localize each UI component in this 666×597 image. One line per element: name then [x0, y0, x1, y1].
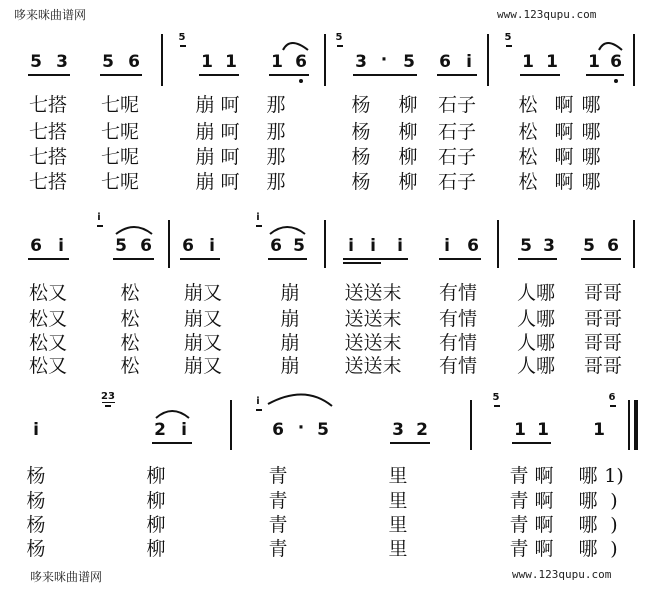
lyric: 啊 — [534, 465, 554, 487]
lyric: 崩 — [280, 355, 300, 377]
lyric: 哪 — [581, 146, 601, 168]
slur — [156, 411, 189, 418]
note: 6 — [182, 236, 194, 256]
lyric: 青 — [509, 465, 529, 487]
lyric: 送送末 — [344, 355, 402, 377]
lyric: 青 — [509, 538, 529, 560]
lyric: 那 — [266, 146, 286, 168]
lyric: 松 — [518, 121, 538, 143]
lyric: 崩又 — [183, 308, 223, 330]
lyric: 啊 — [554, 146, 574, 168]
note: 5 — [30, 52, 42, 72]
watermark-top-left: 哆来咪曲谱网 — [14, 8, 87, 22]
note: 2 — [416, 420, 428, 440]
note: i — [58, 236, 64, 256]
lyric: 松又 — [28, 332, 68, 354]
lyric: 杨 — [351, 171, 371, 193]
lyric: 柳 — [146, 514, 166, 536]
lyric: 七呢 — [100, 171, 140, 193]
slur — [268, 394, 332, 406]
lyric: 啊 — [554, 171, 574, 193]
lyric: 崩 — [195, 146, 215, 168]
note: 6 — [467, 236, 479, 256]
lyric: 青 — [268, 490, 288, 512]
lyric: 杨 — [26, 514, 46, 536]
note: i — [397, 236, 403, 256]
lyric: 崩 — [195, 94, 215, 116]
lyric: 松 — [518, 146, 538, 168]
note: 1 — [514, 420, 526, 440]
lyric: 有情 — [438, 332, 478, 354]
lyric: 那 — [266, 171, 286, 193]
lyric: 七呢 — [100, 121, 140, 143]
lyric: 哥哥 — [583, 282, 623, 304]
lyric: 人哪 — [516, 355, 556, 377]
watermark-top-right: www.123qupu.com — [497, 8, 597, 21]
lyric: 青 — [509, 490, 529, 512]
slur — [283, 43, 308, 50]
note: 3 — [392, 420, 404, 440]
lyric: 里 — [388, 490, 408, 512]
lyric: 哪 — [581, 121, 601, 143]
note: 5 — [583, 236, 595, 256]
grace-note: 6 — [608, 392, 616, 403]
lyric: 石子 — [437, 146, 477, 168]
lyric: 石子 — [437, 94, 477, 116]
lyric: 青 — [509, 514, 529, 536]
note: 3 — [355, 52, 367, 72]
lyric: 哪 — [578, 465, 598, 487]
lyric: ) — [610, 514, 618, 536]
lyric: 柳 — [398, 146, 418, 168]
watermark-bottom-right: www.123qupu.com — [512, 568, 612, 581]
note: 5 — [403, 52, 415, 72]
lyric: 崩 — [280, 282, 300, 304]
lyric: 崩 — [280, 332, 300, 354]
grace-note: 23 — [101, 391, 115, 402]
lyric: 呵 — [220, 94, 240, 116]
lyric: 里 — [388, 465, 408, 487]
note: 1 — [588, 52, 600, 72]
lyric: 崩 — [195, 121, 215, 143]
watermark-bottom-left: 哆来咪曲谱网 — [30, 570, 103, 584]
lyric: 崩 — [280, 308, 300, 330]
lyric: 呵 — [220, 171, 240, 193]
note: 6 — [610, 52, 622, 72]
lyric: 送送末 — [344, 332, 402, 354]
note: 5 — [115, 236, 127, 256]
lyric: 人哪 — [516, 332, 556, 354]
note: 1 — [271, 52, 283, 72]
lyric: 里 — [388, 538, 408, 560]
lyric: 松 — [518, 94, 538, 116]
lyric: 杨 — [26, 490, 46, 512]
lyric: 哥哥 — [583, 355, 623, 377]
lyric: 柳 — [146, 465, 166, 487]
note: 5 — [102, 52, 114, 72]
lyric: 柳 — [398, 94, 418, 116]
lyric: 松 — [120, 332, 140, 354]
grace-note: 5 — [492, 392, 500, 403]
lyric: 松又 — [28, 308, 68, 330]
note: 6 — [140, 236, 152, 256]
lyric: 杨 — [351, 121, 371, 143]
note: 1 — [522, 52, 534, 72]
lyric: 哪 — [578, 490, 598, 512]
lyric: 里 — [388, 514, 408, 536]
lyric: 那 — [266, 121, 286, 143]
lyric: 哪 — [578, 538, 598, 560]
lyric: 崩 — [195, 171, 215, 193]
note: i — [33, 420, 39, 440]
lyric: 石子 — [437, 121, 477, 143]
lyric: 送送末 — [344, 308, 402, 330]
note: · — [380, 50, 388, 70]
lyric: 七搭 — [28, 121, 68, 143]
lyric: 柳 — [398, 171, 418, 193]
note: 1 — [546, 52, 558, 72]
lyric: 有情 — [438, 355, 478, 377]
lyric: 那 — [266, 94, 286, 116]
lyric: 杨 — [26, 465, 46, 487]
lyric: 石子 — [437, 171, 477, 193]
lyric: 杨 — [351, 94, 371, 116]
lyric: 青 — [268, 465, 288, 487]
lyric: 哪 — [581, 171, 601, 193]
lyric: 啊 — [554, 121, 574, 143]
lyric: 七呢 — [100, 94, 140, 116]
note: 6 — [30, 236, 42, 256]
note: 6 — [607, 236, 619, 256]
note: 6 — [272, 420, 284, 440]
lyric: 柳 — [146, 538, 166, 560]
lyric: 七搭 — [28, 171, 68, 193]
lyric: 有情 — [438, 282, 478, 304]
lyric: 啊 — [534, 490, 554, 512]
grace-note: i — [256, 396, 260, 407]
note: i — [209, 236, 215, 256]
lyric: 杨 — [26, 538, 46, 560]
note: 3 — [543, 236, 555, 256]
lyric: 哥哥 — [583, 308, 623, 330]
grace-note: 5 — [504, 32, 512, 43]
grace-note: 5 — [178, 32, 186, 43]
slur — [599, 43, 622, 50]
note: 5 — [520, 236, 532, 256]
slur — [116, 227, 152, 234]
lyric: 青 — [268, 514, 288, 536]
lyric: 松又 — [28, 355, 68, 377]
lyric: 人哪 — [516, 308, 556, 330]
note: 1 — [225, 52, 237, 72]
note: 6 — [128, 52, 140, 72]
note: 5 — [317, 420, 329, 440]
lyric: 松 — [120, 308, 140, 330]
lyric: 杨 — [351, 146, 371, 168]
lyric: 啊 — [554, 94, 574, 116]
grace-note: i — [97, 212, 101, 223]
slur — [270, 227, 305, 234]
lyric: 七呢 — [100, 146, 140, 168]
note: i — [370, 236, 376, 256]
lyric: ) — [610, 538, 618, 560]
lyric: 七搭 — [28, 94, 68, 116]
lyric: 啊 — [534, 514, 554, 536]
lyric: 呵 — [220, 121, 240, 143]
note: 1 — [201, 52, 213, 72]
note: 6 — [439, 52, 451, 72]
grace-note: i — [256, 212, 260, 223]
lyric: 七搭 — [28, 146, 68, 168]
lyric: 松又 — [28, 282, 68, 304]
lyric: 人哪 — [516, 282, 556, 304]
note: 2 — [154, 420, 166, 440]
lyric: 柳 — [146, 490, 166, 512]
note: 6 — [295, 52, 307, 72]
lyric: 崩又 — [183, 355, 223, 377]
note: i — [181, 420, 187, 440]
note: · — [297, 418, 305, 438]
grace-note: 5 — [335, 32, 343, 43]
note: i — [348, 236, 354, 256]
lyric: 有情 — [438, 308, 478, 330]
note: 5 — [293, 236, 305, 256]
lyric: 哪 — [581, 94, 601, 116]
lyric: 柳 — [398, 121, 418, 143]
lyric: 崩又 — [183, 282, 223, 304]
lyric: 送送末 — [344, 282, 402, 304]
lyric: 松 — [120, 355, 140, 377]
lyric: 松 — [518, 171, 538, 193]
note: 6 — [270, 236, 282, 256]
lyric: 哥哥 — [583, 332, 623, 354]
note: 1 — [537, 420, 549, 440]
lyric: ) — [610, 490, 618, 512]
note: 3 — [56, 52, 68, 72]
note: i — [466, 52, 472, 72]
lyric: 青 — [268, 538, 288, 560]
note: i — [444, 236, 450, 256]
lyric: 崩又 — [183, 332, 223, 354]
lyric: 哪 — [578, 514, 598, 536]
lyric: 呵 — [220, 146, 240, 168]
note: 1 — [593, 420, 605, 440]
lyric: 松 — [120, 282, 140, 304]
lyric: 1) — [604, 465, 624, 487]
lyric: 啊 — [534, 538, 554, 560]
